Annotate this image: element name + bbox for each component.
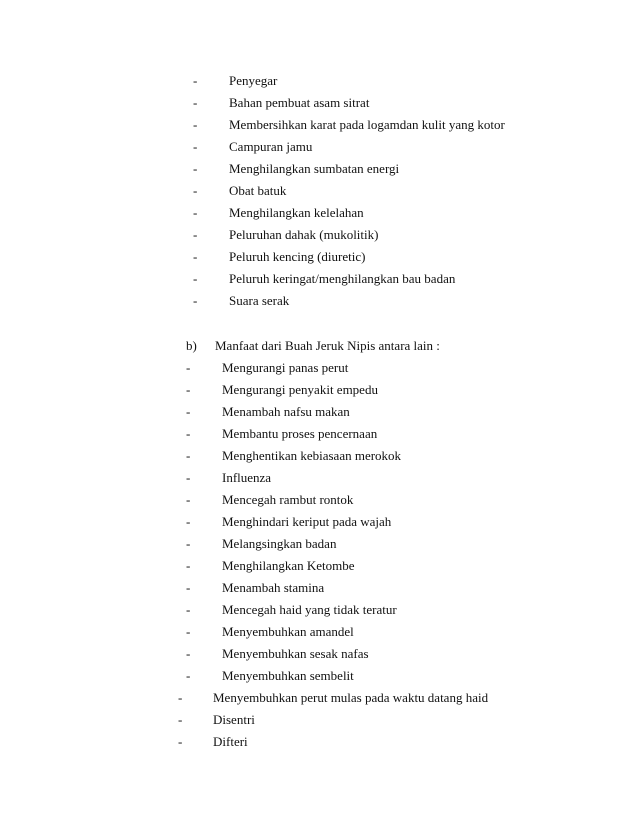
list-item-text: Menghindari keriput pada wajah: [222, 514, 392, 529]
bullet-dash: -: [178, 712, 183, 727]
bullet-dash: -: [186, 426, 191, 441]
bullet-dash: -: [193, 249, 198, 264]
list-item-text: Mengurangi panas perut: [222, 360, 349, 375]
list-item-text: Menyembuhkan sembelit: [222, 668, 354, 683]
list-item-text: Influenza: [222, 470, 272, 485]
bullet-dash: -: [186, 580, 191, 595]
bullet-dash: -: [186, 470, 191, 485]
list-item-text: Menyembuhkan amandel: [222, 624, 354, 639]
list-item-text: Mengurangi penyakit empedu: [222, 382, 378, 397]
list-item-text: Membantu proses pencernaan: [222, 426, 378, 441]
list-item-text: Peluruhan dahak (mukolitik): [229, 227, 379, 242]
list-item-text: Peluruh kencing (diuretic): [229, 249, 366, 264]
bullet-dash: -: [186, 536, 191, 551]
bullet-dash: -: [186, 448, 191, 463]
list-item-text: Peluruh keringat/menghilangkan bau badan: [229, 271, 456, 286]
list-item-text: Disentri: [213, 712, 255, 727]
bullet-dash: -: [193, 227, 198, 242]
bullet-dash: -: [186, 668, 191, 683]
bullet-dash: -: [186, 382, 191, 397]
bullet-dash: -: [186, 602, 191, 617]
list-item-text: Mencegah haid yang tidak teratur: [222, 602, 397, 617]
bullet-dash: -: [186, 360, 191, 375]
bullet-dash: -: [186, 404, 191, 419]
list-item-text: Membersihkan karat pada logamdan kulit yang kotor: [229, 117, 505, 132]
bullet-dash: -: [178, 690, 183, 705]
list-item-text: Suara serak: [229, 293, 290, 308]
list-item-text: Menghilangkan kelelahan: [229, 205, 364, 220]
bullet-dash: -: [186, 558, 191, 573]
bullet-dash: -: [193, 95, 198, 110]
list-item-text: Penyegar: [229, 73, 278, 88]
list-item-text: Bahan pembuat asam sitrat: [229, 95, 370, 110]
list-item-text: Menghilangkan sumbatan energi: [229, 161, 400, 176]
list-item-text: Menyembuhkan perut mulas pada waktu datang haid: [213, 690, 489, 705]
bullet-dash: -: [193, 73, 198, 88]
bullet-dash: -: [193, 205, 198, 220]
bullet-dash: -: [193, 139, 198, 154]
list-item-text: Melangsingkan badan: [222, 536, 337, 551]
list-item-text: Menambah nafsu makan: [222, 404, 350, 419]
list-item-text: Menambah stamina: [222, 580, 325, 595]
bullet-dash: -: [193, 293, 198, 308]
bullet-dash: -: [186, 646, 191, 661]
bullet-dash: -: [193, 183, 198, 198]
bullet-dash: -: [193, 117, 198, 132]
bullet-dash: -: [178, 734, 183, 749]
list-item-text: Obat batuk: [229, 183, 287, 198]
list-item-text: Campuran jamu: [229, 139, 313, 154]
section-heading-text: Manfaat dari Buah Jeruk Nipis antara lain :: [215, 338, 440, 353]
bullet-dash: -: [186, 514, 191, 529]
list-item-text: Difteri: [213, 734, 248, 749]
list-item-text: Mencegah rambut rontok: [222, 492, 354, 507]
list-item-text: Menghilangkan Ketombe: [222, 558, 355, 573]
list-item-text: Menghentikan kebiasaan merokok: [222, 448, 402, 463]
list-item-text: Menyembuhkan sesak nafas: [222, 646, 369, 661]
bullet-dash: -: [193, 271, 198, 286]
bullet-dash: -: [186, 624, 191, 639]
bullet-dash: -: [186, 492, 191, 507]
bullet-dash: -: [193, 161, 198, 176]
section-marker: b): [186, 338, 197, 353]
